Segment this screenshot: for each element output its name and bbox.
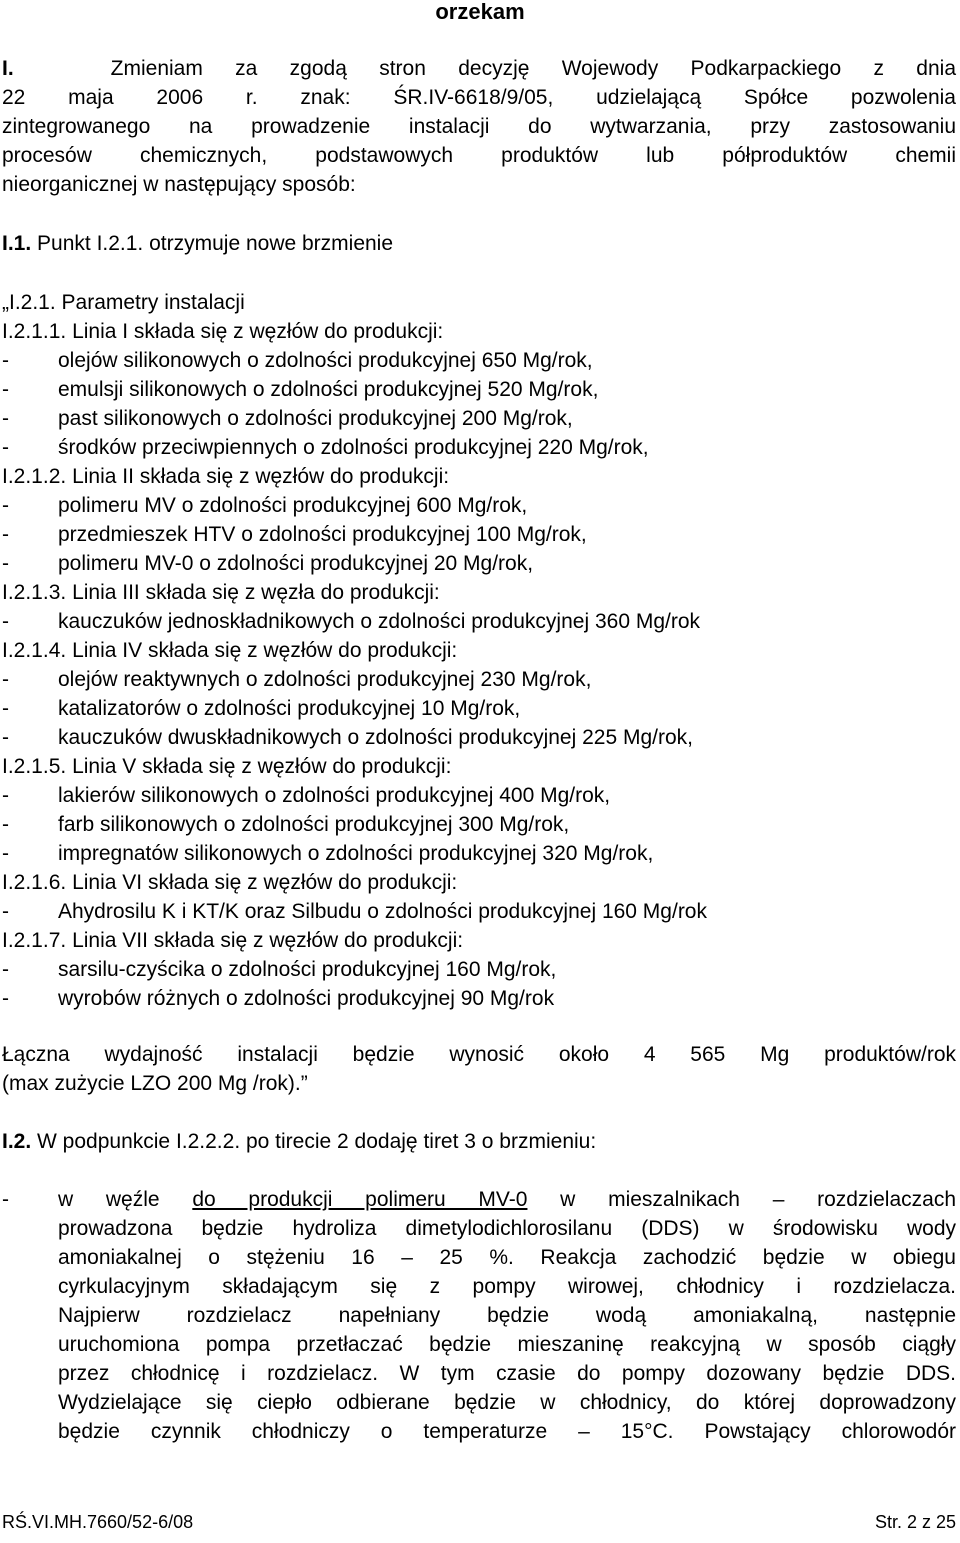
- list-item: [2, 897, 956, 926]
- params-title: „I.2.1. Parametry instalacji: [2, 291, 245, 314]
- list-item: [2, 781, 956, 810]
- line-heading: [2, 578, 956, 607]
- line-number: I.2.1.7.: [2, 929, 67, 952]
- list-item-text: lakierów silikonowych o zdolności produkcyjnej 400 Mg/rok,: [58, 784, 611, 807]
- line-heading: [2, 317, 956, 346]
- list-item: [2, 404, 956, 433]
- tiret-line: uruchomiona pompa przetłaczać będzie mieszaninę reakcyjną w sposób ciągły: [58, 1333, 956, 1356]
- list-dash: -: [2, 697, 9, 720]
- tiret-line: prowadzona będzie hydroliza dimetylodichlorosilanu (DDS) w środowisku wody: [58, 1217, 956, 1240]
- list-dash: -: [2, 668, 9, 691]
- line-heading-text: Linia V składa się z węzłów do produkcji:: [72, 755, 452, 778]
- list-item-text: impregnatów silikonowych o zdolności produkcyjnej 320 Mg/rok,: [58, 842, 654, 865]
- section-1-line: I. Zmieniam za zgodą stron decyzję Wojewody Podkarpackiego z dnia: [2, 57, 957, 80]
- list-item: [2, 491, 956, 520]
- line-heading-text: Linia I składa się z węzłów do produkcji:: [72, 320, 444, 343]
- tiret-line: Wydzielające się ciepło odbierane będzie w chłodnicy, do której doprowadzony: [58, 1391, 956, 1414]
- line-number: I.2.1.3.: [2, 581, 67, 604]
- list-dash: -: [2, 958, 9, 981]
- list-dash: -: [2, 610, 9, 633]
- list-item-text: katalizatorów o zdolności produkcyjnej 10 Mg/rok,: [58, 697, 521, 720]
- list-item: [2, 433, 956, 462]
- section-1-line: nieorganicznej w następujący sposób:: [2, 173, 356, 196]
- list-dash: -: [2, 494, 9, 517]
- line-heading-text: Linia III składa się z węzła do produkcji:: [72, 581, 440, 604]
- line-heading-text: Linia VII składa się z węzłów do produkcji:: [72, 929, 464, 952]
- section-1-line: zintegrowanego na prowadzenie instalacji do wytwarzania, przy zastosowaniu: [2, 115, 956, 138]
- list-item-text: wyrobów różnych o zdolności produkcyjnej 90 Mg/rok: [58, 987, 555, 1010]
- list-item: [2, 520, 956, 549]
- list-item-text: past silikonowych o zdolności produkcyjnej 200 Mg/rok,: [58, 407, 573, 430]
- section-1-line: procesów chemicznych, podstawowych produktów lub półproduktów chemii: [2, 144, 956, 167]
- list-item: [2, 346, 956, 375]
- line-heading: [2, 462, 956, 491]
- list-item-text: farb silikonowych o zdolności produkcyjnej 300 Mg/rok,: [58, 813, 570, 836]
- tiret-line: cyrkulacyjnym składającym się z pompy wirowej, chłodnicy i rozdzielacza.: [58, 1275, 956, 1298]
- list-item: [2, 665, 956, 694]
- total-line: Łączna wydajność instalacji będzie wynosić około 4 565 Mg produktów/rok: [2, 1043, 956, 1066]
- section-1-line: 22 maja 2006 r. znak: ŚR.IV-6618/9/05, udzielającą Spółce pozwolenia: [2, 86, 956, 109]
- list-item: [2, 694, 956, 723]
- list-item: [2, 549, 956, 578]
- total-line: (max zużycie LZO 200 Mg /rok).”: [2, 1072, 308, 1095]
- list-dash: -: [2, 552, 9, 575]
- list-item: [2, 810, 956, 839]
- list-dash: -: [2, 987, 9, 1010]
- list-item-text: olejów silikonowych o zdolności produkcyjnej 650 Mg/rok,: [58, 349, 593, 372]
- list-item: [2, 955, 956, 984]
- underlined-phrase: do produkcji polimeru MV-0: [192, 1188, 528, 1211]
- line-heading: [2, 752, 956, 781]
- list-dash: -: [2, 726, 9, 749]
- section-1-label: I.: [2, 57, 14, 80]
- total-capacity-paragraph: [2, 1040, 956, 1098]
- point-1-2-text: W podpunkcie I.2.2.2. po tirecie 2 dodaję tiret 3 o brzmieniu:: [37, 1130, 597, 1153]
- line-heading: [2, 868, 956, 897]
- point-1-1-label: I.1.: [2, 232, 32, 255]
- point-1-2: [2, 1127, 596, 1156]
- list-item: [2, 839, 956, 868]
- list-dash: -: [2, 1188, 9, 1211]
- point-1-1: [2, 229, 393, 258]
- list-item-text: środków przeciwpiennych o zdolności produkcyjnej 220 Mg/rok,: [58, 436, 649, 459]
- list-item: [2, 984, 956, 1013]
- point-1-2-label: I.2.: [2, 1130, 32, 1153]
- page-heading: orzekam: [435, 0, 525, 24]
- list-item-text: przedmieszek HTV o zdolności produkcyjnej 100 Mg/rok,: [58, 523, 587, 546]
- list-item-text: polimeru MV-0 o zdolności produkcyjnej 20 Mg/rok,: [58, 552, 534, 575]
- list-dash: -: [2, 900, 9, 923]
- line-number: I.2.1.1.: [2, 320, 67, 343]
- tiret-line: przez chłodnicę i rozdzielacz. W tym czasie do pompy dozowany będzie DDS.: [58, 1362, 956, 1385]
- list-dash: -: [2, 378, 9, 401]
- line-heading-text: Linia IV składa się z węzłów do produkcji:: [72, 639, 458, 662]
- list-item-text: Ahydrosilu K i KT/K oraz Silbudu o zdolności produkcyjnej 160 Mg/rok: [58, 900, 707, 923]
- list-item-text: kauczuków jednoskładnikowych o zdolności produkcyjnej 360 Mg/rok: [58, 610, 701, 633]
- section-1-paragraph: [2, 54, 956, 199]
- list-dash: -: [2, 784, 9, 807]
- list-item: [2, 723, 956, 752]
- line-heading: [2, 926, 956, 955]
- line-number: I.2.1.4.: [2, 639, 67, 662]
- page-number: Str. 2 z 25: [874, 1512, 956, 1532]
- list-dash: -: [2, 407, 9, 430]
- line-number: I.2.1.5.: [2, 755, 67, 778]
- production-lines-list: [2, 317, 956, 1013]
- list-item-text: emulsji silikonowych o zdolności produkcyjnej 520 Mg/rok,: [58, 378, 599, 401]
- list-dash: -: [2, 349, 9, 372]
- list-item-text: olejów reaktywnych o zdolności produkcyjnej 230 Mg/rok,: [58, 668, 592, 691]
- list-item: [2, 375, 956, 404]
- line-heading-text: Linia II składa się z węzłów do produkcji:: [72, 465, 450, 488]
- list-dash: -: [2, 813, 9, 836]
- line-heading: [2, 636, 956, 665]
- list-item-text: polimeru MV o zdolności produkcyjnej 600 Mg/rok,: [58, 494, 528, 517]
- list-dash: -: [2, 523, 9, 546]
- line-number: I.2.1.6.: [2, 871, 67, 894]
- point-1-1-text: Punkt I.2.1. otrzymuje nowe brzmienie: [37, 232, 394, 255]
- tiret-line: będzie czynnik chłodniczy o temperaturze – 15°C. Powstający chlorowodór: [58, 1420, 956, 1443]
- list-dash: -: [2, 842, 9, 865]
- line-heading-text: Linia VI składa się z węzłów do produkcji:: [72, 871, 458, 894]
- tiret-line: Najpierw rozdzielacz napełniany będzie wodą amoniakalną, następnie: [58, 1304, 956, 1327]
- document-reference: RŚ.VI.MH.7660/52-6/08: [2, 1512, 194, 1532]
- tiret-3-paragraph: [2, 1185, 956, 1446]
- line-number: I.2.1.2.: [2, 465, 67, 488]
- tiret-line: w węźle do produkcji polimeru MV-0 w mieszalnikach – rozdzielaczach: [58, 1188, 956, 1211]
- tiret-line: amoniakalnej o stężeniu 16 – 25 %. Reakcja zachodzić będzie w obiegu: [58, 1246, 956, 1269]
- list-item-text: kauczuków dwuskładnikowych o zdolności produkcyjnej 225 Mg/rok,: [58, 726, 693, 749]
- list-item: [2, 607, 956, 636]
- list-item-text: sarsilu-czyścika o zdolności produkcyjnej 160 Mg/rok,: [58, 958, 557, 981]
- list-dash: -: [2, 436, 9, 459]
